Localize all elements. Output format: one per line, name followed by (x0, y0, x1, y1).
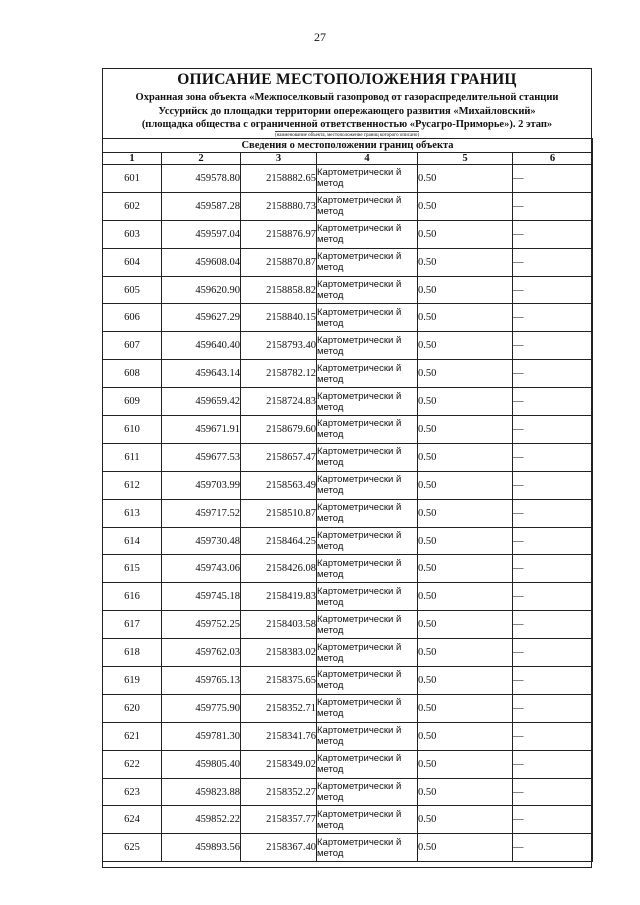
table-row (103, 722, 593, 750)
coord-x-cell: 459587.28 (162, 192, 241, 220)
table-row (103, 639, 593, 667)
column-number: 1 (103, 153, 162, 165)
precision-cell: 0.50 (418, 834, 513, 862)
precision-cell: 0.50 (418, 639, 513, 667)
description-cell: — (513, 220, 593, 248)
point-number-cell: 609 (103, 388, 162, 416)
column-number: 6 (513, 153, 593, 165)
precision-cell: 0.50 (418, 165, 513, 193)
coord-y-cell: 2158403.58 (241, 611, 317, 639)
table-row (103, 834, 593, 862)
coord-y-cell: 2158782.12 (241, 360, 317, 388)
description-cell: — (513, 583, 593, 611)
coord-x-cell: 459643.14 (162, 360, 241, 388)
coord-y-cell: 2158383.02 (241, 639, 317, 667)
page-number: 27 (314, 30, 326, 44)
coord-x-cell: 459640.40 (162, 332, 241, 360)
coord-x-cell: 459775.90 (162, 694, 241, 722)
coord-x-cell: 459765.13 (162, 667, 241, 695)
point-number-cell: 620 (103, 694, 162, 722)
subtitle-line: Уссурийск до площадки территории опережающего развития «Михайловский» (158, 105, 536, 117)
coord-x-cell: 459717.52 (162, 499, 241, 527)
point-number-cell: 614 (103, 527, 162, 555)
method-cell: Картометрически й метод (317, 443, 418, 471)
method-cell: Картометрически й метод (317, 527, 418, 555)
coord-x-cell: 459852.22 (162, 806, 241, 834)
coord-x-cell: 459752.25 (162, 611, 241, 639)
coord-y-cell: 2158419.83 (241, 583, 317, 611)
method-cell: Картометрически й метод (317, 471, 418, 499)
point-number-cell: 605 (103, 276, 162, 304)
description-cell: — (513, 834, 593, 862)
subtitle-line: (площадка общества с ограниченной ответственностью «Русагро-Приморье»). 2 этап» (141, 119, 553, 130)
point-number-cell: 622 (103, 750, 162, 778)
description-cell: — (513, 722, 593, 750)
coord-x-cell: 459671.91 (162, 416, 241, 444)
precision-cell: 0.50 (418, 583, 513, 611)
method-cell: Картометрически й метод (317, 583, 418, 611)
precision-cell: 0.50 (418, 722, 513, 750)
method-cell: Картометрически й метод (317, 750, 418, 778)
coord-y-cell: 2158375.65 (241, 667, 317, 695)
precision-cell: 0.50 (418, 276, 513, 304)
description-cell: — (513, 750, 593, 778)
method-cell: Картометрически й метод (317, 611, 418, 639)
coord-x-cell: 459703.99 (162, 471, 241, 499)
point-number-cell: 606 (103, 304, 162, 332)
coord-y-cell: 2158793.40 (241, 332, 317, 360)
method-cell: Картометрически й метод (317, 778, 418, 806)
table-row (103, 388, 593, 416)
description-cell: — (513, 192, 593, 220)
table-row (103, 165, 593, 193)
coord-y-cell: 2158880.73 (241, 192, 317, 220)
table-row (103, 332, 593, 360)
coord-x-cell: 459781.30 (162, 722, 241, 750)
point-number-cell: 612 (103, 471, 162, 499)
method-cell: Картометрически й метод (317, 806, 418, 834)
coord-y-cell: 2158367.40 (241, 834, 317, 862)
point-number-cell: 602 (103, 192, 162, 220)
method-cell: Картометрически й метод (317, 220, 418, 248)
coord-x-cell: 459730.48 (162, 527, 241, 555)
description-cell: — (513, 360, 593, 388)
coord-y-cell: 2158464.25 (241, 527, 317, 555)
method-cell: Картометрически й метод (317, 388, 418, 416)
coord-x-cell: 459893.56 (162, 834, 241, 862)
point-number-cell: 624 (103, 806, 162, 834)
point-number-cell: 604 (103, 248, 162, 276)
point-number-cell: 611 (103, 443, 162, 471)
precision-cell: 0.50 (418, 416, 513, 444)
table-row (103, 220, 593, 248)
table-row (103, 527, 593, 555)
description-cell: — (513, 416, 593, 444)
coord-x-cell: 459762.03 (162, 639, 241, 667)
table-row (103, 248, 593, 276)
table-row (103, 471, 593, 499)
column-number: 5 (418, 153, 513, 165)
table-row (103, 443, 593, 471)
section-header: Сведения о местоположении границ объекта (103, 139, 593, 153)
precision-cell: 0.50 (418, 694, 513, 722)
boundary-table (102, 138, 593, 862)
column-number: 2 (162, 153, 241, 165)
coord-y-cell: 2158679.60 (241, 416, 317, 444)
point-number-cell: 607 (103, 332, 162, 360)
method-cell: Картометрически й метод (317, 639, 418, 667)
point-number-cell: 601 (103, 165, 162, 193)
description-cell: — (513, 443, 593, 471)
table-row (103, 667, 593, 695)
point-number-cell: 621 (103, 722, 162, 750)
description-cell: — (513, 527, 593, 555)
description-cell: — (513, 499, 593, 527)
description-cell: — (513, 667, 593, 695)
method-cell: Картометрически й метод (317, 834, 418, 862)
subtitle-line: Охранная зона объекта «Межпоселковый газопровод от газораспределительной станции (135, 92, 559, 103)
table-row (103, 416, 593, 444)
coord-y-cell: 2158352.71 (241, 694, 317, 722)
coord-x-cell: 459578.80 (162, 165, 241, 193)
coord-x-cell: 459597.04 (162, 220, 241, 248)
precision-cell: 0.50 (418, 499, 513, 527)
method-cell: Картометрически й метод (317, 694, 418, 722)
table-row (103, 694, 593, 722)
description-cell: — (513, 639, 593, 667)
precision-cell: 0.50 (418, 611, 513, 639)
precision-cell: 0.50 (418, 332, 513, 360)
description-cell: — (513, 471, 593, 499)
precision-cell: 0.50 (418, 667, 513, 695)
point-number-cell: 618 (103, 639, 162, 667)
precision-cell: 0.50 (418, 471, 513, 499)
coord-y-cell: 2158563.49 (241, 471, 317, 499)
description-cell: — (513, 694, 593, 722)
method-cell: Картометрически й метод (317, 555, 418, 583)
table-body (103, 165, 593, 862)
precision-cell: 0.50 (418, 778, 513, 806)
table-row (103, 304, 593, 332)
coord-x-cell: 459743.06 (162, 555, 241, 583)
method-cell: Картометрически й метод (317, 304, 418, 332)
coord-x-cell: 459620.90 (162, 276, 241, 304)
table-row (103, 806, 593, 834)
method-cell: Картометрически й метод (317, 192, 418, 220)
method-cell: Картометрически й метод (317, 416, 418, 444)
description-cell: — (513, 304, 593, 332)
table-row (103, 499, 593, 527)
coord-y-cell: 2158341.76 (241, 722, 317, 750)
method-cell: Картометрически й метод (317, 165, 418, 193)
precision-cell: 0.50 (418, 443, 513, 471)
method-cell: Картометрически й метод (317, 499, 418, 527)
precision-cell: 0.50 (418, 220, 513, 248)
document-title: ОПИСАНИЕ МЕСТОПОЛОЖЕНИЯ ГРАНИЦ (177, 71, 517, 88)
coord-x-cell: 459677.53 (162, 443, 241, 471)
precision-cell: 0.50 (418, 304, 513, 332)
point-number-cell: 625 (103, 834, 162, 862)
point-number-cell: 617 (103, 611, 162, 639)
document-frame (102, 68, 592, 868)
precision-cell: 0.50 (418, 360, 513, 388)
coord-y-cell: 2158657.47 (241, 443, 317, 471)
table-row (103, 555, 593, 583)
point-number-cell: 608 (103, 360, 162, 388)
coord-y-cell: 2158352.27 (241, 778, 317, 806)
column-number-row (103, 153, 593, 165)
method-cell: Картометрически й метод (317, 667, 418, 695)
precision-cell: 0.50 (418, 388, 513, 416)
precision-cell: 0.50 (418, 806, 513, 834)
point-number-cell: 616 (103, 583, 162, 611)
coord-y-cell: 2158840.15 (241, 304, 317, 332)
method-cell: Картометрически й метод (317, 248, 418, 276)
description-cell: — (513, 778, 593, 806)
subtitle-note-text: (наименование объекта, местоположение границ которого описано) (274, 132, 420, 138)
coord-x-cell: 459823.88 (162, 778, 241, 806)
precision-cell: 0.50 (418, 555, 513, 583)
precision-cell: 0.50 (418, 248, 513, 276)
column-number: 4 (317, 153, 418, 165)
point-number-cell: 615 (103, 555, 162, 583)
description-cell: — (513, 611, 593, 639)
description-cell: — (513, 806, 593, 834)
description-cell: — (513, 248, 593, 276)
coord-y-cell: 2158858.82 (241, 276, 317, 304)
table-row (103, 778, 593, 806)
method-cell: Картометрически й метод (317, 332, 418, 360)
coord-x-cell: 459805.40 (162, 750, 241, 778)
table-row (103, 192, 593, 220)
table-row (103, 276, 593, 304)
description-cell: — (513, 332, 593, 360)
point-number-cell: 613 (103, 499, 162, 527)
table-row (103, 583, 593, 611)
coord-y-cell: 2158349.02 (241, 750, 317, 778)
precision-cell: 0.50 (418, 750, 513, 778)
coord-y-cell: 2158876.97 (241, 220, 317, 248)
description-cell: — (513, 555, 593, 583)
description-cell: — (513, 388, 593, 416)
description-cell: — (513, 276, 593, 304)
column-number: 3 (241, 153, 317, 165)
coord-y-cell: 2158870.87 (241, 248, 317, 276)
table-row (103, 611, 593, 639)
description-cell: — (513, 165, 593, 193)
point-number-cell: 619 (103, 667, 162, 695)
coord-x-cell: 459608.04 (162, 248, 241, 276)
method-cell: Картометрически й метод (317, 722, 418, 750)
coord-y-cell: 2158426.08 (241, 555, 317, 583)
precision-cell: 0.50 (418, 192, 513, 220)
coord-y-cell: 2158882.65 (241, 165, 317, 193)
point-number-cell: 610 (103, 416, 162, 444)
table-row (103, 750, 593, 778)
point-number-cell: 623 (103, 778, 162, 806)
precision-cell: 0.50 (418, 527, 513, 555)
method-cell: Картометрически й метод (317, 360, 418, 388)
coord-x-cell: 459659.42 (162, 388, 241, 416)
coord-y-cell: 2158724.83 (241, 388, 317, 416)
table-row (103, 360, 593, 388)
document-subtitle (103, 91, 591, 132)
method-cell: Картометрически й метод (317, 276, 418, 304)
point-number-cell: 603 (103, 220, 162, 248)
coord-y-cell: 2158357.77 (241, 806, 317, 834)
coord-y-cell: 2158510.87 (241, 499, 317, 527)
coord-x-cell: 459745.18 (162, 583, 241, 611)
coord-x-cell: 459627.29 (162, 304, 241, 332)
